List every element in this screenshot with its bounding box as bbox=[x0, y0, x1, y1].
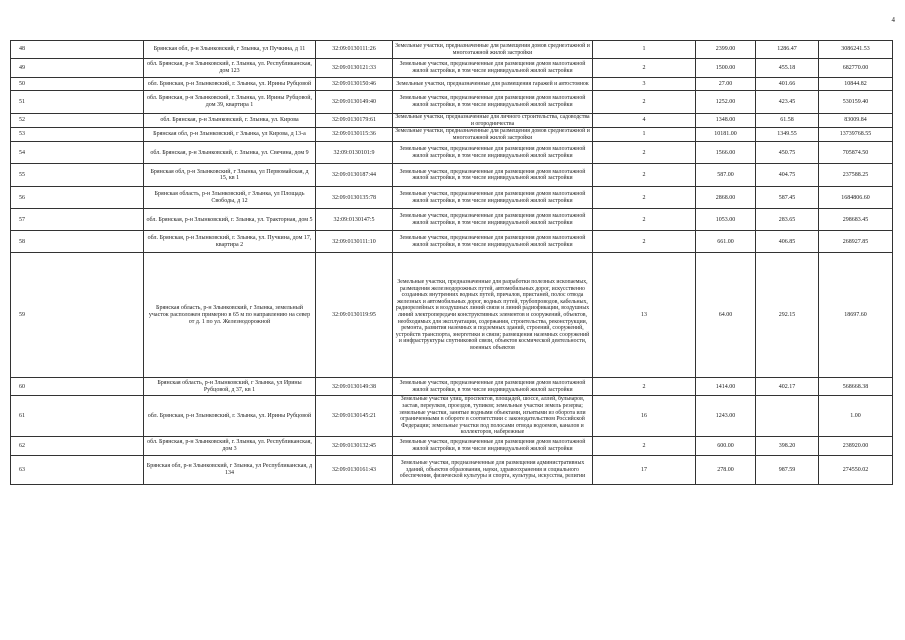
table-row bbox=[11, 41, 893, 59]
use-group-cell: 16 bbox=[593, 396, 696, 437]
specific-value-cell: 455.18 bbox=[756, 59, 819, 78]
land-use-cell: Земельные участки, предназначенные для размещения гаражей и автостоянок bbox=[393, 78, 593, 91]
cadastral-value-cell: 18697.60 bbox=[819, 253, 893, 378]
table-row bbox=[11, 114, 893, 128]
cadastral-value-cell: 682770.00 bbox=[819, 59, 893, 78]
table-row bbox=[11, 91, 893, 114]
use-group-cell: 2 bbox=[593, 436, 696, 455]
land-use-cell: Земельные участки, предназначенные для размещения домов малоэтажной жилой застройки, в том числе индивидуальной жилой застройки bbox=[393, 209, 593, 231]
land-use-cell: Земельные участки, предназначенные для личного строительства, садоводства и огородничества bbox=[393, 114, 593, 128]
cadastral-number-cell: 32:09:0130111:26 bbox=[316, 41, 393, 59]
table-row bbox=[11, 209, 893, 231]
row-number: 54 bbox=[11, 142, 144, 164]
use-group-cell: 2 bbox=[593, 187, 696, 209]
specific-value-cell: 987.59 bbox=[756, 455, 819, 484]
land-use-cell: Земельные участки, предназначенные для размещения домов малоэтажной жилой застройки, в том числе индивидуальной жилой застройки bbox=[393, 142, 593, 164]
address-cell: Брянская обл, р-н Злынковский, г Злынка, ул Республиканская, д 134 bbox=[144, 455, 316, 484]
row-number: 57 bbox=[11, 209, 144, 231]
row-number: 62 bbox=[11, 436, 144, 455]
row-number: 50 bbox=[11, 78, 144, 91]
address-cell: обл. Брянская, р-н Злынковский, г. Злынка, ул. Ирины Рубцовой bbox=[144, 78, 316, 91]
land-use-cell: Земельные участки, предназначенные для разработки полезных ископаемых, размещения железнодорожных путей, автомобильных дорог, искусственно созданных внутренних водных путей, причалов, пристаней, полос отвода железных и автомобильных дорог, водных путей, трубопроводов, кабельных, радиорелейных и воздушных линий связи и линий радиофикации, воздушных линий электропередачи конструктивных элементов и сооружений, объектов, необходимых для эксплуатации, содержания, строительства, реконструкции, ремонта, развития наземных и подземных зданий, строений, сооружений, устройств транспорта, энергетики и связи; размещения наземных сооружений и инфраструктуры спутниковой связи, объектов космической деятельности, военных объектов bbox=[393, 253, 593, 378]
specific-value-cell bbox=[756, 396, 819, 437]
address-cell: обл. Брянская, р-н Злынковский, г. Злынка, ул. Кирова bbox=[144, 114, 316, 128]
address-cell: Брянская область, р-н Злынковский, г Злынка, земельный участок расположен примерно в 65 м по направлению на север от д. 1 по ул. Железнодорожной bbox=[144, 253, 316, 378]
area-cell: 1500.00 bbox=[696, 59, 756, 78]
specific-value-cell: 1286.47 bbox=[756, 41, 819, 59]
address-cell: обл. Брянская, р-н Злынковский, г. Злынка, ул. Тракторная, дом 5 bbox=[144, 209, 316, 231]
cadastral-number-cell: 32:09:0130161:43 bbox=[316, 455, 393, 484]
cadastral-value-cell: 83009.84 bbox=[819, 114, 893, 128]
cadastral-number-cell: 32:09:0130121:33 bbox=[316, 59, 393, 78]
use-group-cell: 3 bbox=[593, 78, 696, 91]
land-use-cell: Земельные участки, предназначенные для размещения домов малоэтажной жилой застройки, в том числе индивидуальной жилой застройки bbox=[393, 231, 593, 253]
use-group-cell: 2 bbox=[593, 164, 696, 187]
specific-value-cell: 423.45 bbox=[756, 91, 819, 114]
row-number: 58 bbox=[11, 231, 144, 253]
table-row bbox=[11, 164, 893, 187]
table-row bbox=[11, 231, 893, 253]
land-use-cell: Земельные участки улиц, проспектов, площадей, шоссе, аллей, бульваров, застав, переулков, проездов, тупиков; земельные участки земель резерва; земельные участки, занятые водными объектами, изъятыми из оборота или ограниченными в обороте в соответствии с законодательством Российской Федерации; земельные участки под полосами отвода водоемов, каналов и коллекторов, набережные bbox=[393, 396, 593, 437]
area-cell: 1053.00 bbox=[696, 209, 756, 231]
use-group-cell: 1 bbox=[593, 41, 696, 59]
cadastral-value-cell: 3086241.53 bbox=[819, 41, 893, 59]
use-group-cell: 1 bbox=[593, 128, 696, 142]
address-cell: обл. Брянская, р-н Злынковский, г. Злынка, ул. Пучкина, дом 17, квартира 2 bbox=[144, 231, 316, 253]
table-body bbox=[11, 41, 893, 485]
cadastral-value-cell: 1.00 bbox=[819, 396, 893, 437]
cadastral-number-cell: 32:09:0130111:10 bbox=[316, 231, 393, 253]
row-number: 60 bbox=[11, 378, 144, 396]
address-cell: Брянская обл, р-н Злынковский, г Злынка, ул Кирова, д 13-а bbox=[144, 128, 316, 142]
table-row bbox=[11, 142, 893, 164]
cadastral-value-cell: 274550.02 bbox=[819, 455, 893, 484]
specific-value-cell: 587.45 bbox=[756, 187, 819, 209]
specific-value-cell: 404.75 bbox=[756, 164, 819, 187]
area-cell: 27.00 bbox=[696, 78, 756, 91]
land-use-cell: Земельные участки, предназначенные для размещения домов малоэтажной жилой застройки, в том числе индивидуальной жилой застройки bbox=[393, 187, 593, 209]
row-number: 53 bbox=[11, 128, 144, 142]
cadastral-number-cell: 32:09:0130179:61 bbox=[316, 114, 393, 128]
table-row bbox=[11, 59, 893, 78]
specific-value-cell: 283.65 bbox=[756, 209, 819, 231]
use-group-cell: 2 bbox=[593, 209, 696, 231]
row-number: 56 bbox=[11, 187, 144, 209]
address-cell: Брянская обл, р-н Злынковский, г Злынка, ул Первомайская, д 15, кв 1 bbox=[144, 164, 316, 187]
specific-value-cell: 398.20 bbox=[756, 436, 819, 455]
specific-value-cell: 406.85 bbox=[756, 231, 819, 253]
use-group-cell: 2 bbox=[593, 231, 696, 253]
specific-value-cell: 292.15 bbox=[756, 253, 819, 378]
cadastral-value-cell: 298683.45 bbox=[819, 209, 893, 231]
cadastral-number-cell: 32:09:0130132:45 bbox=[316, 436, 393, 455]
row-number: 48 bbox=[11, 41, 144, 59]
table-row bbox=[11, 396, 893, 437]
area-cell: 1348.00 bbox=[696, 114, 756, 128]
use-group-cell: 2 bbox=[593, 142, 696, 164]
cadastral-number-cell: 32:09:0130119:95 bbox=[316, 253, 393, 378]
table-row bbox=[11, 253, 893, 378]
land-use-cell: Земельные участки, предназначенные для размещения домов малоэтажной жилой застройки, в том числе индивидуальной жилой застройки bbox=[393, 164, 593, 187]
cadastral-value-cell: 13739768.55 bbox=[819, 128, 893, 142]
address-cell: обл. Брянская, р-н Злынковский, г. Злынка, ул. Республиканская, дом 3 bbox=[144, 436, 316, 455]
specific-value-cell: 61.58 bbox=[756, 114, 819, 128]
address-cell: обл. Брянская, р-н Злынковский, г. Злынка, ул. Ирины Рубцовой, дом 39, квартира 1 bbox=[144, 91, 316, 114]
cadastral-value-cell: 568668.38 bbox=[819, 378, 893, 396]
cadastral-value-cell: 1684806.60 bbox=[819, 187, 893, 209]
cadastral-number-cell: 32:09:0130101:9 bbox=[316, 142, 393, 164]
address-cell: Брянская область, р-н Злынковский, г Злынка, ул Ирины Рубцовой, д 37, кв 1 bbox=[144, 378, 316, 396]
row-number: 49 bbox=[11, 59, 144, 78]
row-number: 63 bbox=[11, 455, 144, 484]
area-cell: 1243.00 bbox=[696, 396, 756, 437]
land-use-cell: Земельные участки, предназначенные для размещения административных зданий, объектов образования, науки, здравоохранения и социального обеспечения, физической культуры и спорта, культуры, искусства, религии bbox=[393, 455, 593, 484]
table-row bbox=[11, 378, 893, 396]
cadastral-value-cell: 268927.85 bbox=[819, 231, 893, 253]
area-cell: 587.00 bbox=[696, 164, 756, 187]
cadastral-value-cell: 530159.40 bbox=[819, 91, 893, 114]
area-cell: 1566.00 bbox=[696, 142, 756, 164]
land-use-cell: Земельные участки, предназначенные для размещения домов среднеэтажной и многоэтажной жилой застройки bbox=[393, 128, 593, 142]
use-group-cell: 4 bbox=[593, 114, 696, 128]
row-number: 51 bbox=[11, 91, 144, 114]
address-cell: Брянская обл, р-н Злынковский, г Злынка, ул Пучкина, д 11 bbox=[144, 41, 316, 59]
use-group-cell: 13 bbox=[593, 253, 696, 378]
land-use-cell: Земельные участки, предназначенные для размещения домов малоэтажной жилой застройки, в том числе индивидуальной жилой застройки bbox=[393, 91, 593, 114]
row-number: 52 bbox=[11, 114, 144, 128]
address-cell: обл. Брянская, р-н Злынковский, г. Злынка, ул. Ирины Рубцовой bbox=[144, 396, 316, 437]
table-row bbox=[11, 455, 893, 484]
cadastral-number-cell: 32:09:0130187:44 bbox=[316, 164, 393, 187]
cadastral-number-cell: 32:09:0130149:40 bbox=[316, 91, 393, 114]
cadastral-value-cell: 237588.25 bbox=[819, 164, 893, 187]
use-group-cell: 17 bbox=[593, 455, 696, 484]
table-row bbox=[11, 436, 893, 455]
use-group-cell: 2 bbox=[593, 378, 696, 396]
area-cell: 1414.00 bbox=[696, 378, 756, 396]
cadastral-number-cell: 32:09:0130115:36 bbox=[316, 128, 393, 142]
cadastral-number-cell: 32:09:0130150:46 bbox=[316, 78, 393, 91]
area-cell: 1252.00 bbox=[696, 91, 756, 114]
area-cell: 661.00 bbox=[696, 231, 756, 253]
table-row bbox=[11, 187, 893, 209]
area-cell: 2868.00 bbox=[696, 187, 756, 209]
area-cell: 600.00 bbox=[696, 436, 756, 455]
cadastral-value-table bbox=[10, 40, 893, 485]
table-row bbox=[11, 78, 893, 91]
cadastral-value-cell: 238920.00 bbox=[819, 436, 893, 455]
row-number: 61 bbox=[11, 396, 144, 437]
use-group-cell: 2 bbox=[593, 91, 696, 114]
area-cell: 2399.00 bbox=[696, 41, 756, 59]
land-use-cell: Земельные участки, предназначенные для размещения домов малоэтажной жилой застройки, в том числе индивидуальной жилой застройки bbox=[393, 59, 593, 78]
address-cell: обл. Брянская, р-н Злынковский, г. Злынка, ул. Свечина, дом 9 bbox=[144, 142, 316, 164]
row-number: 59 bbox=[11, 253, 144, 378]
use-group-cell: 2 bbox=[593, 59, 696, 78]
specific-value-cell: 450.75 bbox=[756, 142, 819, 164]
area-cell: 278.00 bbox=[696, 455, 756, 484]
specific-value-cell: 402.17 bbox=[756, 378, 819, 396]
land-use-cell: Земельные участки, предназначенные для размещения домов малоэтажной жилой застройки, в том числе индивидуальной жилой застройки bbox=[393, 378, 593, 396]
row-number: 55 bbox=[11, 164, 144, 187]
cadastral-number-cell: 32:09:0130135:78 bbox=[316, 187, 393, 209]
cadastral-number-cell: 32:09:0130149:38 bbox=[316, 378, 393, 396]
specific-value-cell: 401.66 bbox=[756, 78, 819, 91]
land-use-cell: Земельные участки, предназначенные для размещения домов малоэтажной жилой застройки, в том числе индивидуальной жилой застройки bbox=[393, 436, 593, 455]
area-cell: 10181.00 bbox=[696, 128, 756, 142]
page-number: 4 bbox=[891, 16, 895, 24]
address-cell: обл. Брянская, р-н Злынковский, г. Злынка, ул. Республиканская, дом 123 bbox=[144, 59, 316, 78]
cadastral-value-cell: 705874.50 bbox=[819, 142, 893, 164]
address-cell: Брянская область, р-н Злынковский, г Злынка, ул Площадь Свободы, д 12 bbox=[144, 187, 316, 209]
table-row bbox=[11, 128, 893, 142]
land-use-cell: Земельные участки, предназначенные для размещения домов среднеэтажной и многоэтажной жилой застройки bbox=[393, 41, 593, 59]
specific-value-cell: 1349.55 bbox=[756, 128, 819, 142]
cadastral-value-cell: 10844.82 bbox=[819, 78, 893, 91]
cadastral-number-cell: 32:09:0130145:21 bbox=[316, 396, 393, 437]
area-cell: 64.00 bbox=[696, 253, 756, 378]
cadastral-number-cell: 32:09:0130147:5 bbox=[316, 209, 393, 231]
